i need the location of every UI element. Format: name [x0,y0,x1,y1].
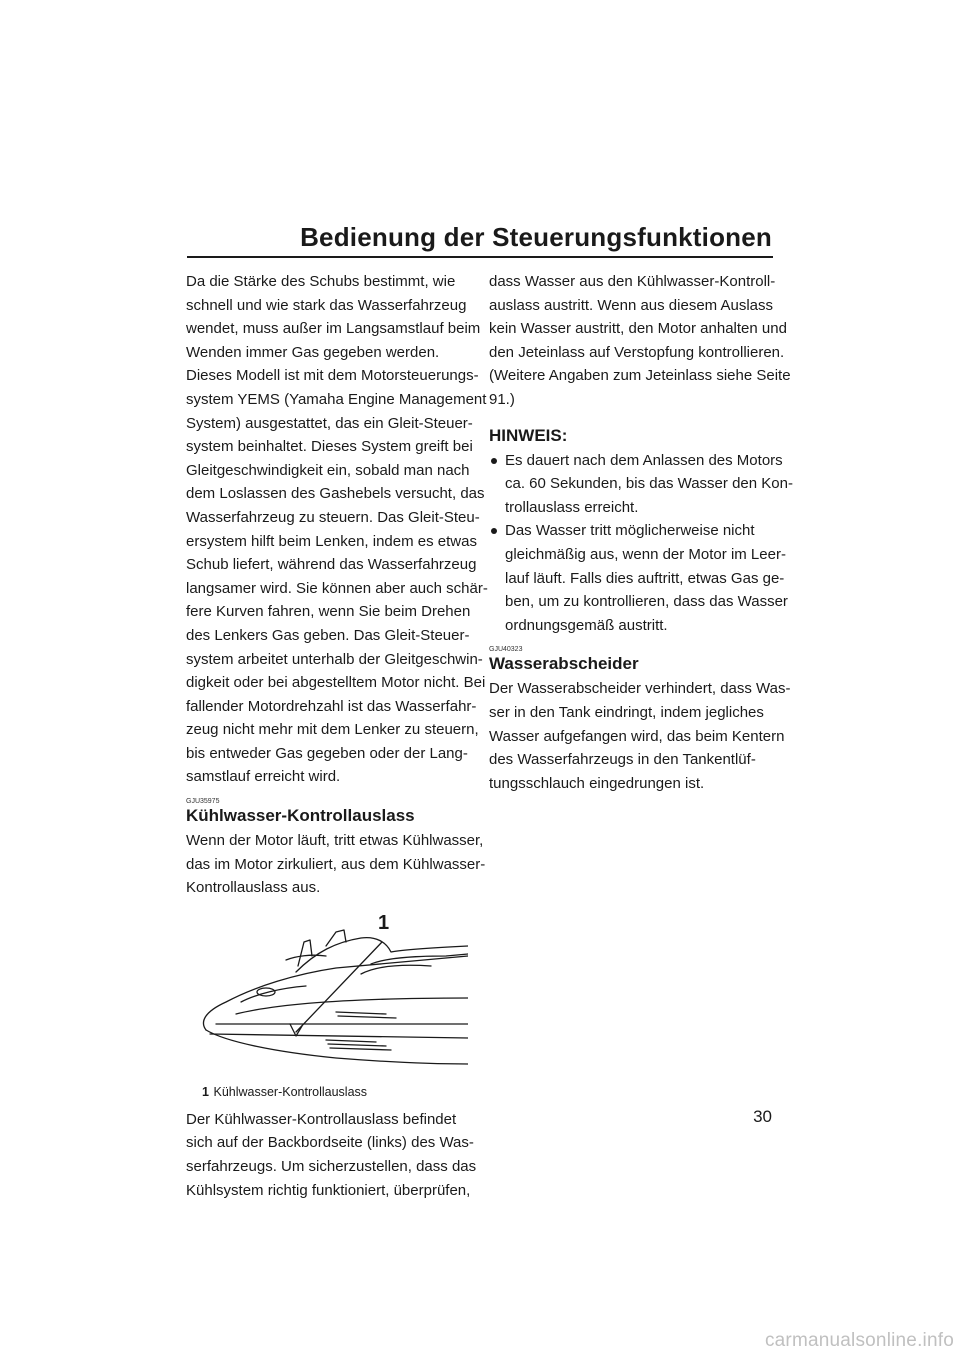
section-code: GJU35975 [186,798,220,806]
text-line: tungsschlauch eingedrungen ist. [489,774,705,792]
section2-paragraph [489,677,791,795]
watercraft-drawing [186,912,468,1080]
intro-paragraph [186,270,488,789]
page-number: 30 [753,1107,772,1126]
text-line: gleichmäßig aus, wenn der Motor im Leer- [505,545,786,563]
text-line: system YEMS (Yamaha Engine Management [186,390,487,408]
text-line: Das Wasser tritt möglicherweise nicht [505,522,755,540]
text-line: ca. 60 Sekunden, bis das Wasser den Kon- [505,475,793,493]
text-line: digkeit oder bei abgestelltem Motor nicht. Bei [186,674,486,692]
text-line: system beinhaltet. Dieses System greift bei [186,438,473,456]
text-line: langsamer wird. Sie können aber auch schär- [186,579,488,597]
text-line: das im Motor zirkuliert, aus dem Kühlwasser- [186,855,486,873]
section-title-water-separator: Wasserabscheider [489,654,639,674]
text-line: den Jeteinlass auf Verstopfung kontrollieren. [489,343,785,361]
page-title: Bedienung der Steuerungsfunktionen [300,222,772,252]
text-line: Wenn der Motor läuft, tritt etwas Kühlwasser, [186,832,484,850]
right-column [489,270,793,795]
text-line: serfahrzeugs. Um sicherzustellen, dass das [186,1158,477,1176]
section-code: GJU40323 [489,646,523,654]
text-line: Dieses Modell ist mit dem Motorsteuerungs- [186,367,479,385]
text-line: Es dauert nach dem Anlassen des Motors [505,451,783,469]
text-line: fallender Motordrehzahl ist das Wasserfahr- [186,697,477,715]
text-line: Kontrollauslass aus. [186,879,321,897]
section1-paragraph [186,829,486,900]
text-line: ersystem hilft beim Lenken, indem es etwas [186,532,477,550]
text-line: Schub liefert, während das Wasserfahrzeug [186,556,477,574]
text-line: Der Kühlwasser-Kontrollauslass befindet [186,1110,457,1128]
text-line: des Wasserfahrzeugs in den Tankentlüf- [489,751,756,769]
note-bullet [489,519,788,637]
text-line: sich auf der Backbordseite (links) des Was- [186,1134,474,1152]
text-line: schnell und wie stark das Wasserfahrzeug [186,296,467,314]
text-line: des Lenkers Gas geben. Das Gleit-Steuer- [186,626,470,644]
text-line: samstlauf erreicht wird. [186,768,341,786]
text-line: Kühlsystem richtig funktioniert, überprüfen, [186,1181,471,1199]
text-line: kein Wasser austritt, den Motor anhalten und [489,320,787,338]
text-line: ordnungsgemäß austritt. [505,616,668,634]
text-line: wendet, muss außer im Langsamstlauf beim [186,320,481,338]
text-line: auslass austritt. Wenn aus diesem Auslass [489,296,774,314]
text-line: 91.) [489,390,515,408]
text-line: ben, um zu kontrollieren, dass das Wasser [505,593,788,611]
text-line: trollauslass erreicht. [505,498,639,516]
note-title: HINWEIS: [489,425,568,445]
text-line: ser in den Tank eindringt, indem jegliches [489,703,764,721]
watercraft-illustration [186,912,468,1080]
note-bullet [489,449,793,520]
text-line: dass Wasser aus den Kühlwasser-Kontroll- [489,273,776,290]
continuation-paragraph [489,270,791,412]
text-line: Wenden immer Gas gegeben werden. [186,343,440,361]
text-line: bis entweder Gas gegeben oder der Lang- [186,744,468,762]
text-line: System) ausgestattet, das ein Gleit-Steuer- [186,414,473,432]
header-rule [187,256,773,258]
figure-callout: 1 [378,911,390,934]
section-title-cooling-outlet: Kühlwasser-Kontrollauslass [186,806,415,826]
text-line: dem Loslassen des Gashebels versucht, das [186,485,485,503]
text-line: Gleitgeschwindigkeit ein, sobald man nach [186,461,470,479]
left-column [186,270,488,1202]
text-line: Da die Stärke des Schubs bestimmt, wie [186,273,456,290]
text-line: Der Wasserabscheider verhindert, dass Was- [489,680,791,698]
text-line: system arbeitet unterhalb der Gleitgeschwin- [186,650,483,668]
figure-caption [202,1084,468,1100]
text-line: Wasserfahrzeug zu steuern. Das Gleit-Steu- [186,508,480,526]
text-line: Wasser aufgefangen wird, das beim Kentern [489,727,785,745]
caption-text: Kühlwasser-Kontrollauslass [213,1084,368,1099]
text-line: zeug nicht mehr mit dem Lenker zu steuern, [186,721,479,739]
text-line: fere Kurven fahren, wenn Sie beim Drehen [186,603,471,621]
watermark: carmanualsonline.info [764,1330,954,1351]
text-line: lauf läuft. Falls dies auftritt, etwas Gas ge- [505,569,785,587]
caption-number: 1 [202,1084,209,1099]
text-line: (Weitere Angaben zum Jeteinlass siehe Seite [489,367,791,385]
after-figure-paragraph [186,1108,477,1202]
